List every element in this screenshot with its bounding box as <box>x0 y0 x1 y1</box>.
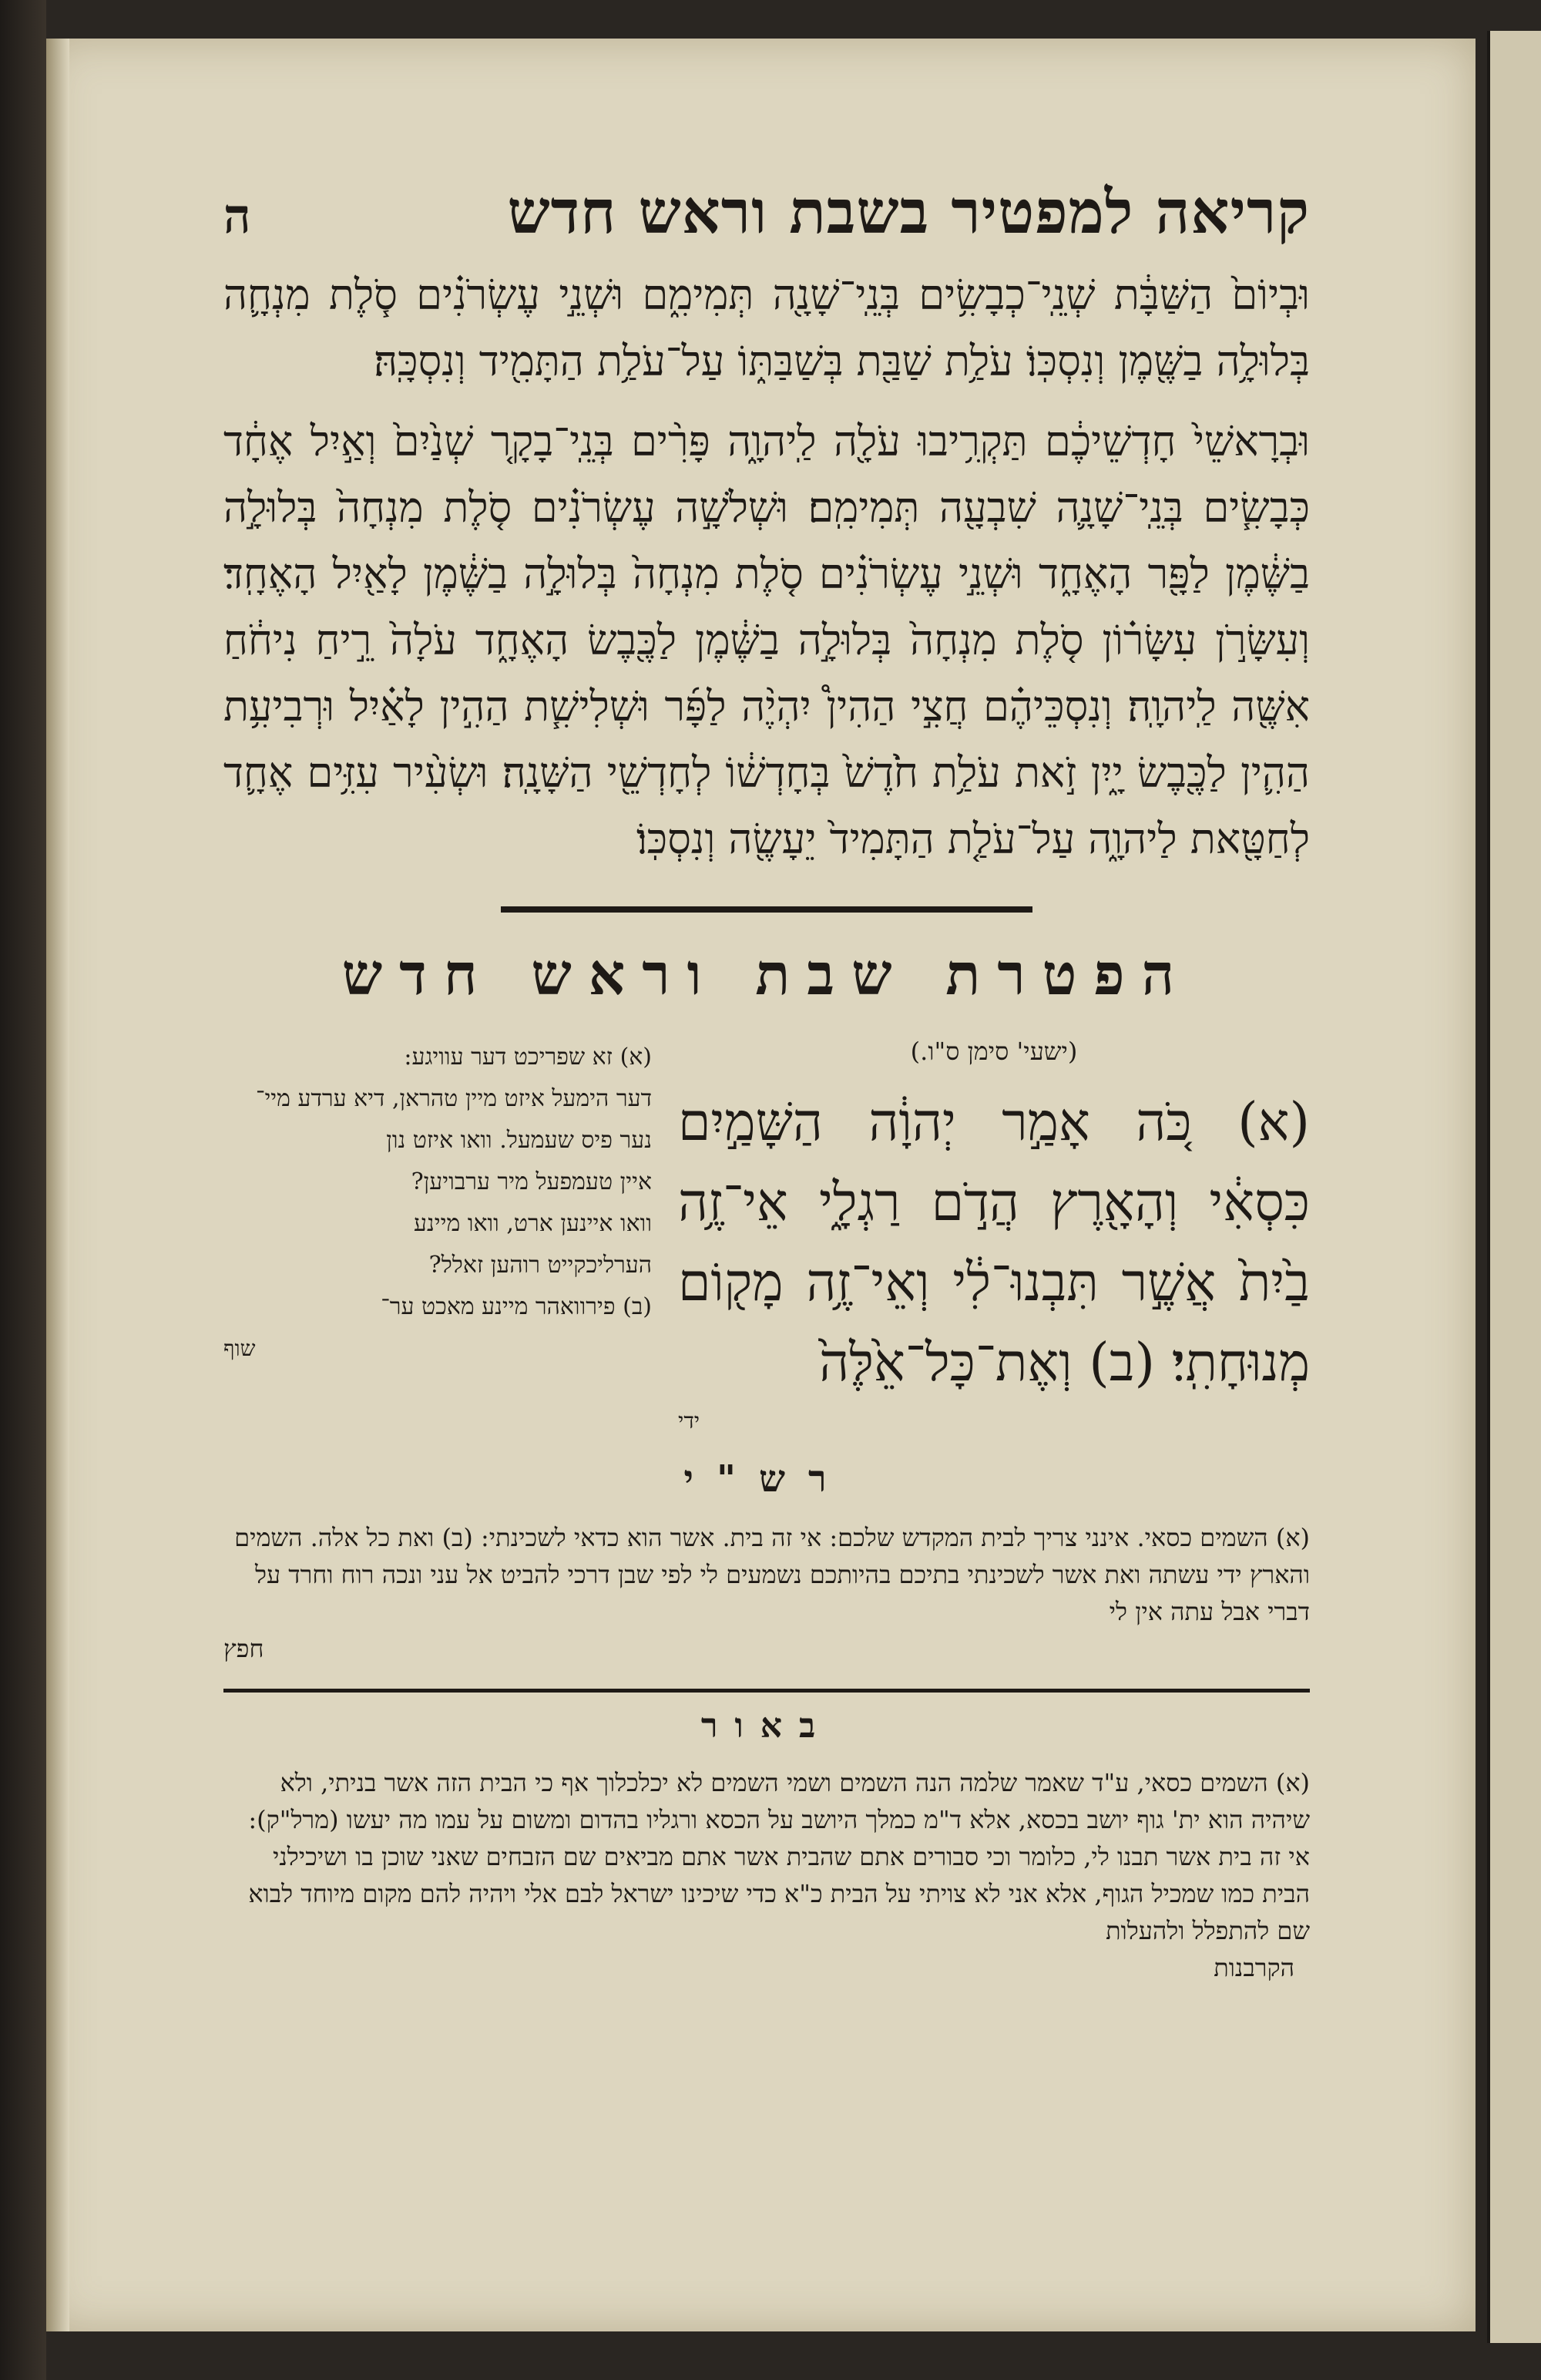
biur-catchword: הקרבנות <box>1214 1953 1294 1982</box>
commentary-divider <box>223 1689 1310 1693</box>
rashi-catchword: חפץ <box>223 1634 264 1663</box>
running-header <box>223 177 1310 262</box>
yiddish-catchword: שוף <box>223 1336 256 1361</box>
haftarah-catchword: ידי <box>678 1408 700 1434</box>
page-gutter-shadow <box>46 39 69 2331</box>
haftarah-title: הפטרת שבת וראש חדש <box>341 942 1192 1008</box>
haftarah-hebrew-column <box>678 1037 1310 1434</box>
rashi-commentary <box>223 1519 1310 1667</box>
yiddish-line: וואו איינען ארט, וואו מיינע <box>414 1210 652 1237</box>
yiddish-line: איין טעמפעל מיר ערבויען? <box>411 1168 652 1195</box>
biur-commentary <box>223 1764 1310 1986</box>
yiddish-translation-column <box>223 1037 652 1434</box>
rashi-title: רש"י <box>683 1457 850 1501</box>
page-content <box>223 177 1310 1986</box>
page-title: קריאה למפטיר בשבת וראש חדש <box>507 177 1310 247</box>
haftarah-columns <box>223 1037 1310 1434</box>
biur-title: באור <box>700 1706 833 1746</box>
yiddish-line: (ב) פירוואהר מיינע מאכט ער־ <box>381 1293 652 1320</box>
yiddish-line: (א) זא שפריכט דער עוויגע: <box>404 1044 652 1071</box>
torah-reading <box>223 262 1310 872</box>
facing-page-edge <box>1487 31 1541 2343</box>
rashi-text: (א) השמים כסאי. אינני צריך לבית המקדש שלכם: אי זה בית. אשר הוא כדאי לשכינתי: (ב) ואת כל אלה. השמים והארץ ידי עשתה ואת אשר לשכינתי בתיכם בהיותכם נשמעים לי לפי שבן דרכי להביט אל עני ונכה רוח וחרד על דברי אבל עתה אין לי <box>234 1523 1310 1626</box>
yiddish-line: הערליכקייט רוהען זאלל? <box>428 1252 652 1279</box>
haftarah-citation: (ישעי' סימן ס"ו.) <box>910 1037 1078 1066</box>
page-number: ה <box>223 188 251 244</box>
torah-paragraph-shabbat: וּבְיוֹם֙ הַשַּׁבָּ֔ת שְׁנֵֽי־כְבָשִׂ֥ים בְּנֵֽי־שָׁנָ֖ה תְּמִימִ֑ם וּשְׁנֵ֣י עֶשְׂרֹנִ֗ים סֹ֧לֶת מִנְחָ֛ה בְּלוּלָ֥ה בַשֶּׁ֖מֶן וְנִסְכּֽוֹ׃ עֹלַ֥ת שַׁבַּ֖ת בְּשַׁבַּתּ֑וֹ עַל־עֹלַ֥ת הַתָּמִ֖יד וְנִסְכָּֽהּ׃ <box>223 271 1310 385</box>
book-spine <box>0 0 46 2380</box>
biur-text: (א) השמים כסאי, ע"ד שאמר שלמה הנה השמים ושמי השמים לא יכלכלוך אף כי הבית הזה אשר בניתי, ולא שיהיה הוא ית' גוף יושב בכסא, אלא ד"מ כמלך היושב על הכסא ורגליו בהדום ומשום על עמו מה יעשו (מרל"ק): אי זה בית אשר תבנו לי, כלומר וכי סבורים אתם שהבית אשר אתם מביאים שם הזבחים שאני שוכן בו ושיכילני הבית כמו שמכיל הגוף, אלא אני לא צויתי על הבית כ"א כדי שיכינו ישראל לבם אלי ויהיה להם מקום מיוחד לבוא שם להתפלל ולהעלות <box>248 1768 1310 1945</box>
yiddish-line: נער פיס שעמעל. וואו איזט נון <box>386 1127 652 1154</box>
section-divider <box>501 906 1032 913</box>
yiddish-line: דער הימעל איזט מיין טהראן, דיא ערדע מיי־ <box>255 1085 652 1112</box>
haftarah-verses: (א) כֹּ֚ה אָמַ֣ר יְהוָ֔ה הַשָּׁמַ֣יִם כִּסְאִ֔י וְהָאָ֖רֶץ הֲדֹ֣ם רַגְלָ֑י אֵי־זֶ֥ה בַ֙יִת֙ אֲשֶׁ֣ר תִּבְנוּ־לִ֔י וְאֵי־זֶ֥ה מָק֖וֹם מְנוּחָתִֽי׃ (ב) וְאֶת־כָּל־אֵ֙לֶּה֙ <box>678 1092 1310 1393</box>
torah-paragraph-rosh-chodesh: וּבְרָאשֵׁי֙ חָדְשֵׁיכֶ֔ם תַּקְרִ֥יבוּ עֹלָ֖ה לַֽיהוָ֑ה פָּרִ֨ים בְּנֵֽי־בָקָ֤ר שְׁנַ֙יִם֙ וְאַ֣יִל אֶחָ֔ד כְּבָשִׂ֧ים בְּנֵֽי־שָׁנָ֛ה שִׁבְעָ֖ה תְּמִימִֽם׃ וּשְׁלֹשָׁ֣ה עֶשְׂרֹנִ֗ים סֹ֤לֶת מִנְחָה֙ בְּלוּלָ֣ה בַשֶּׁ֔מֶן לַפָּ֖ר הָאֶחָ֑ד וּשְׁנֵ֣י עֶשְׂרֹנִ֗ים סֹ֤לֶת מִנְחָה֙ בְּלוּלָ֣ה בַשֶּׁ֔מֶן לָאַ֖יִל הָאֶחָֽד׃ וְעִשָּׂרֹ֣ן עִשָּׂר֗וֹן סֹ֤לֶת מִנְחָה֙ בְּלוּלָ֣ה בַשֶּׁ֔מֶן לַכֶּ֖בֶשׂ הָאֶחָ֑ד עֹלָה֙ רֵ֣יחַ נִיחֹ֔חַ אִשֶּׁ֖ה לַֽיהוָֽה׃ וְנִסְכֵּיהֶ֗ם חֲצִ֣י הַהִין֩ יִהְיֶ֨ה לַפָּ֜ר וּשְׁלִישִׁ֧ת הַהִ֣ין לָאַ֗יִל וּרְבִיעִ֥ת הַהִ֛ין לַכֶּ֖בֶשׂ יָ֑יִן זֹ֣את עֹלַ֥ת חֹ֙דֶשׁ֙ בְּחָדְשׁ֔וֹ לְחָדְשֵׁ֖י הַשָּׁנָֽה׃ וּשְׂעִ֨יר עִזִּ֥ים אֶחָ֛ד לְחַטָּ֖את לַיהוָ֑ה עַל־עֹלַ֤ת הַתָּמִיד֙ יֵעָשֶׂ֖ה וְנִסְכּֽוֹ׃ <box>223 417 1310 863</box>
